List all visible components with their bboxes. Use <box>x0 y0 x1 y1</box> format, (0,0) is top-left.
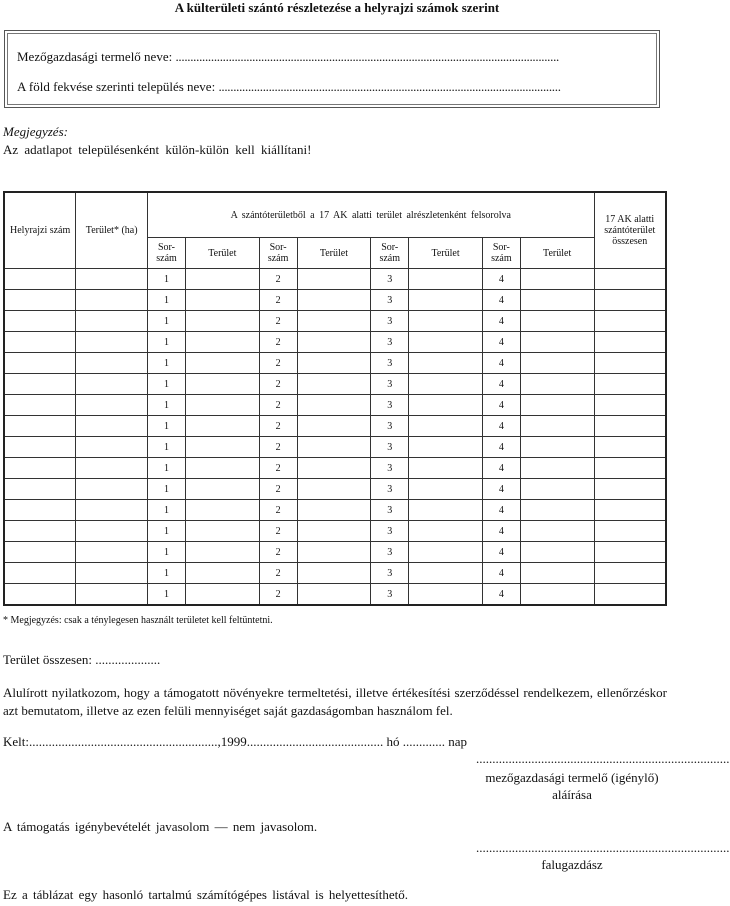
sub-area-cell[interactable] <box>185 542 259 563</box>
parcel-no-cell[interactable] <box>4 437 76 458</box>
page-title: A külterületi szántó részletezése a helyrajzi számok szerint <box>174 0 500 15</box>
serial-cell[interactable]: 2 <box>259 395 297 416</box>
area-cell[interactable] <box>76 416 148 437</box>
serial-cell[interactable]: 1 <box>148 542 186 563</box>
serial-cell[interactable]: 2 <box>259 332 297 353</box>
sub-area-cell[interactable] <box>185 269 259 290</box>
total-cell[interactable] <box>594 542 666 563</box>
serial-cell[interactable]: 4 <box>482 563 520 584</box>
serial-cell[interactable]: 2 <box>259 437 297 458</box>
table-row <box>4 311 666 332</box>
header-serial-3: Sor-szám <box>371 238 409 269</box>
serial-cell[interactable]: 1 <box>148 290 186 311</box>
serial-cell[interactable]: 2 <box>259 542 297 563</box>
sub-area-cell[interactable] <box>409 563 483 584</box>
serial-cell[interactable]: 4 <box>482 479 520 500</box>
note-title: Megjegyzés: <box>3 124 68 139</box>
sub-area-cell[interactable] <box>520 479 594 500</box>
area-cell[interactable] <box>76 479 148 500</box>
serial-cell[interactable]: 1 <box>148 521 186 542</box>
parcel-no-cell[interactable] <box>4 584 76 606</box>
table-row <box>4 395 666 416</box>
table-row <box>4 290 666 311</box>
serial-cell[interactable]: 1 <box>148 458 186 479</box>
sub-area-cell[interactable] <box>520 416 594 437</box>
table-row <box>4 563 666 584</box>
parcel-table <box>3 191 667 606</box>
total-cell[interactable] <box>594 437 666 458</box>
table-row <box>4 416 666 437</box>
farmer-signature-line[interactable]: .............................................................................. <box>476 751 730 766</box>
serial-cell[interactable]: 1 <box>148 584 186 606</box>
parcel-no-cell[interactable] <box>4 500 76 521</box>
sub-area-cell[interactable] <box>409 479 483 500</box>
sub-area-cell[interactable] <box>185 521 259 542</box>
table-row <box>4 269 666 290</box>
serial-cell[interactable]: 3 <box>371 563 409 584</box>
note-text: Az adatlapot településenként külön-külön kell kiállítani! <box>3 142 312 157</box>
sub-area-cell[interactable] <box>409 458 483 479</box>
header-serial-1: Sor-szám <box>148 238 186 269</box>
serial-cell[interactable]: 1 <box>148 395 186 416</box>
serial-cell[interactable]: 2 <box>259 458 297 479</box>
sub-area-cell[interactable] <box>297 563 371 584</box>
sub-area-cell[interactable] <box>409 269 483 290</box>
serial-cell[interactable]: 4 <box>482 374 520 395</box>
sub-area-cell[interactable] <box>185 353 259 374</box>
serial-cell[interactable]: 3 <box>371 395 409 416</box>
table-row <box>4 521 666 542</box>
sub-area-cell[interactable] <box>520 311 594 332</box>
total-cell[interactable] <box>594 311 666 332</box>
area-cell[interactable] <box>76 374 148 395</box>
total-cell[interactable] <box>594 395 666 416</box>
serial-cell[interactable]: 3 <box>371 521 409 542</box>
parcel-no-cell[interactable] <box>4 311 76 332</box>
sub-area-cell[interactable] <box>297 395 371 416</box>
serial-cell[interactable]: 3 <box>371 479 409 500</box>
parcel-no-cell[interactable] <box>4 563 76 584</box>
serial-cell[interactable]: 3 <box>371 458 409 479</box>
sub-area-cell[interactable] <box>409 395 483 416</box>
parcel-no-cell[interactable] <box>4 290 76 311</box>
sub-area-cell[interactable] <box>185 374 259 395</box>
serial-cell[interactable]: 2 <box>259 584 297 606</box>
farmer-name-field[interactable] <box>17 49 559 65</box>
total-area-field[interactable]: Terület összesen: .................... <box>3 652 161 667</box>
sub-area-cell[interactable] <box>185 416 259 437</box>
header-sub-area-1: Terület <box>185 238 259 269</box>
sub-area-cell[interactable] <box>520 332 594 353</box>
area-cell[interactable] <box>76 500 148 521</box>
total-cell[interactable] <box>594 479 666 500</box>
header-parcel-no: Helyrajzi szám <box>4 192 76 269</box>
total-cell[interactable] <box>594 500 666 521</box>
serial-cell[interactable]: 3 <box>371 416 409 437</box>
sub-area-cell[interactable] <box>520 353 594 374</box>
settlement-name-field[interactable] <box>17 79 561 95</box>
total-cell[interactable] <box>594 290 666 311</box>
area-cell[interactable] <box>76 542 148 563</box>
sub-area-cell[interactable] <box>297 290 371 311</box>
sub-area-cell[interactable] <box>297 416 371 437</box>
total-cell[interactable] <box>594 374 666 395</box>
sub-area-cell[interactable] <box>297 374 371 395</box>
sub-area-cell[interactable] <box>297 458 371 479</box>
total-cell[interactable] <box>594 458 666 479</box>
sub-area-cell[interactable] <box>409 416 483 437</box>
serial-cell[interactable]: 4 <box>482 437 520 458</box>
sub-area-cell[interactable] <box>520 542 594 563</box>
parcel-no-cell[interactable] <box>4 332 76 353</box>
sub-area-cell[interactable] <box>185 332 259 353</box>
farmer-signature-label-line1: mezőgazdasági termelő (igénylő) <box>485 770 659 785</box>
sub-area-cell[interactable] <box>409 374 483 395</box>
table-row <box>4 374 666 395</box>
serial-cell[interactable]: 1 <box>148 416 186 437</box>
sub-area-cell[interactable] <box>409 584 483 606</box>
serial-cell[interactable]: 4 <box>482 584 520 606</box>
serial-cell[interactable]: 1 <box>148 479 186 500</box>
replacement-note: Ez a táblázat egy hasonló tartalmú számítógépes listával is helyettesíthető. <box>3 887 408 902</box>
serial-cell[interactable]: 3 <box>371 290 409 311</box>
sub-area-cell[interactable] <box>520 437 594 458</box>
area-cell[interactable] <box>76 311 148 332</box>
area-cell[interactable] <box>76 563 148 584</box>
area-cell[interactable] <box>76 584 148 606</box>
sub-area-cell[interactable] <box>409 311 483 332</box>
area-cell[interactable] <box>76 521 148 542</box>
serial-cell[interactable]: 2 <box>259 500 297 521</box>
total-cell[interactable] <box>594 353 666 374</box>
serial-cell[interactable]: 3 <box>371 584 409 606</box>
header-serial-2: Sor-szám <box>259 238 297 269</box>
settlement-name-dots: .................................................................................................................... <box>218 79 561 94</box>
header-sub-area-4: Terület <box>520 238 594 269</box>
serial-cell[interactable]: 3 <box>371 500 409 521</box>
sub-area-cell[interactable] <box>520 563 594 584</box>
serial-cell[interactable]: 4 <box>482 269 520 290</box>
area-cell[interactable] <box>76 458 148 479</box>
area-cell[interactable] <box>76 290 148 311</box>
sub-area-cell[interactable] <box>297 332 371 353</box>
serial-cell[interactable]: 2 <box>259 479 297 500</box>
serial-cell[interactable]: 3 <box>371 353 409 374</box>
farmer-name-label: Mezőgazdasági termelő neve: <box>17 49 173 64</box>
header-sub-area-3: Terület <box>409 238 483 269</box>
parcel-no-cell[interactable] <box>4 395 76 416</box>
sub-area-cell[interactable] <box>520 269 594 290</box>
sub-area-cell[interactable] <box>185 458 259 479</box>
header-breakdown: A szántóterületből a 17 AK alatti terület alrészletenként felsorolva <box>148 192 594 238</box>
table-row <box>4 437 666 458</box>
parcel-no-cell[interactable] <box>4 458 76 479</box>
sub-area-cell[interactable] <box>297 311 371 332</box>
sub-area-cell[interactable] <box>409 437 483 458</box>
serial-cell[interactable]: 2 <box>259 563 297 584</box>
farmer-signature-label-line2: aláírása <box>552 787 592 802</box>
serial-cell[interactable]: 4 <box>482 332 520 353</box>
header-area: Terület* (ha) <box>76 192 148 269</box>
serial-cell[interactable]: 4 <box>482 542 520 563</box>
serial-cell[interactable]: 4 <box>482 416 520 437</box>
serial-cell[interactable]: 2 <box>259 353 297 374</box>
area-cell[interactable] <box>76 269 148 290</box>
sub-area-cell[interactable] <box>520 290 594 311</box>
serial-cell[interactable]: 2 <box>259 269 297 290</box>
sub-area-cell[interactable] <box>409 521 483 542</box>
farmer-signature-label <box>472 769 672 803</box>
advisor-signature-label: falugazdász <box>541 857 603 872</box>
table-row <box>4 479 666 500</box>
area-cell[interactable] <box>76 332 148 353</box>
sub-area-cell[interactable] <box>297 521 371 542</box>
total-cell[interactable] <box>594 584 666 606</box>
serial-cell[interactable]: 3 <box>371 269 409 290</box>
serial-cell[interactable]: 1 <box>148 332 186 353</box>
parcel-no-cell[interactable] <box>4 521 76 542</box>
sub-area-cell[interactable] <box>297 437 371 458</box>
parcel-no-cell[interactable] <box>4 269 76 290</box>
serial-cell[interactable]: 4 <box>482 395 520 416</box>
sub-area-cell[interactable] <box>409 500 483 521</box>
parcel-no-cell[interactable] <box>4 416 76 437</box>
total-cell[interactable] <box>594 332 666 353</box>
serial-cell[interactable]: 3 <box>371 437 409 458</box>
serial-cell[interactable]: 4 <box>482 311 520 332</box>
sub-area-cell[interactable] <box>185 311 259 332</box>
parcel-no-cell[interactable] <box>4 374 76 395</box>
table-row <box>4 584 666 606</box>
sub-area-cell[interactable] <box>185 395 259 416</box>
sub-area-cell[interactable] <box>297 542 371 563</box>
serial-cell[interactable]: 1 <box>148 269 186 290</box>
table-row <box>4 353 666 374</box>
serial-cell[interactable]: 4 <box>482 458 520 479</box>
total-cell[interactable] <box>594 269 666 290</box>
sub-area-cell[interactable] <box>297 479 371 500</box>
sub-area-cell[interactable] <box>520 458 594 479</box>
sub-area-cell[interactable] <box>520 584 594 606</box>
sub-area-cell[interactable] <box>520 374 594 395</box>
serial-cell[interactable]: 1 <box>148 374 186 395</box>
serial-cell[interactable]: 2 <box>259 374 297 395</box>
declaration-text: Alulírott nyilatkozom, hogy a támogatott növényekre termeltetési, illetve értékesítési szerződéssel rendelkezem, ellenőrzéskor azt bemutatom, illetve az ezen felüli mennyiséget saját gazdaságomban használom fel. <box>3 685 667 718</box>
serial-cell[interactable]: 3 <box>371 542 409 563</box>
serial-cell[interactable]: 1 <box>148 437 186 458</box>
sub-area-cell[interactable] <box>185 563 259 584</box>
serial-cell[interactable]: 1 <box>148 353 186 374</box>
serial-cell[interactable]: 4 <box>482 353 520 374</box>
area-cell[interactable] <box>76 437 148 458</box>
area-cell[interactable] <box>76 353 148 374</box>
serial-cell[interactable]: 4 <box>482 290 520 311</box>
serial-cell[interactable]: 4 <box>482 521 520 542</box>
total-cell[interactable] <box>594 563 666 584</box>
header-sub-area-2: Terület <box>297 238 371 269</box>
serial-cell[interactable]: 1 <box>148 311 186 332</box>
sub-area-cell[interactable] <box>297 500 371 521</box>
sub-area-cell[interactable] <box>520 521 594 542</box>
sub-area-cell[interactable] <box>185 500 259 521</box>
sub-area-cell[interactable] <box>297 269 371 290</box>
table-row <box>4 500 666 521</box>
sub-area-cell[interactable] <box>409 542 483 563</box>
header-serial-4: Sor-szám <box>482 238 520 269</box>
serial-cell[interactable]: 1 <box>148 563 186 584</box>
sub-area-cell[interactable] <box>297 584 371 606</box>
sub-area-cell[interactable] <box>409 332 483 353</box>
sub-area-cell[interactable] <box>297 353 371 374</box>
parcel-no-cell[interactable] <box>4 542 76 563</box>
header-total: 17 AK alatti szántóterület összesen <box>594 192 666 269</box>
sub-area-cell[interactable] <box>185 437 259 458</box>
serial-cell[interactable]: 3 <box>371 311 409 332</box>
serial-cell[interactable]: 3 <box>371 332 409 353</box>
total-cell[interactable] <box>594 416 666 437</box>
serial-cell[interactable]: 2 <box>259 290 297 311</box>
parcel-no-cell[interactable] <box>4 353 76 374</box>
serial-cell[interactable]: 4 <box>482 500 520 521</box>
table-row <box>4 332 666 353</box>
table-row <box>4 542 666 563</box>
sub-area-cell[interactable] <box>185 290 259 311</box>
table-row <box>4 458 666 479</box>
serial-cell[interactable]: 2 <box>259 416 297 437</box>
area-cell[interactable] <box>76 395 148 416</box>
sub-area-cell[interactable] <box>409 290 483 311</box>
serial-cell[interactable]: 3 <box>371 374 409 395</box>
serial-cell[interactable]: 2 <box>259 521 297 542</box>
advisor-signature-line[interactable]: .............................................................................. <box>476 840 730 855</box>
parcel-no-cell[interactable] <box>4 479 76 500</box>
sub-area-cell[interactable] <box>409 353 483 374</box>
footnote: * Megjegyzés: csak a ténylegesen használt területet kell feltüntetni. <box>3 615 273 626</box>
serial-cell[interactable]: 2 <box>259 311 297 332</box>
sub-area-cell[interactable] <box>185 584 259 606</box>
date-field[interactable]: Kelt:..........................................................,1999.......................................... hó ............. nap <box>3 734 468 749</box>
recommendation-text: A támogatás igénybevételét javasolom — nem javasolom. <box>3 819 318 834</box>
farmer-info-box <box>4 30 660 108</box>
sub-area-cell[interactable] <box>185 479 259 500</box>
sub-area-cell[interactable] <box>520 395 594 416</box>
settlement-name-label: A föld fekvése szerinti település neve: <box>17 79 216 94</box>
serial-cell[interactable]: 1 <box>148 500 186 521</box>
sub-area-cell[interactable] <box>520 500 594 521</box>
total-cell[interactable] <box>594 521 666 542</box>
farmer-name-dots: .................................................................................................................................. <box>175 49 559 64</box>
